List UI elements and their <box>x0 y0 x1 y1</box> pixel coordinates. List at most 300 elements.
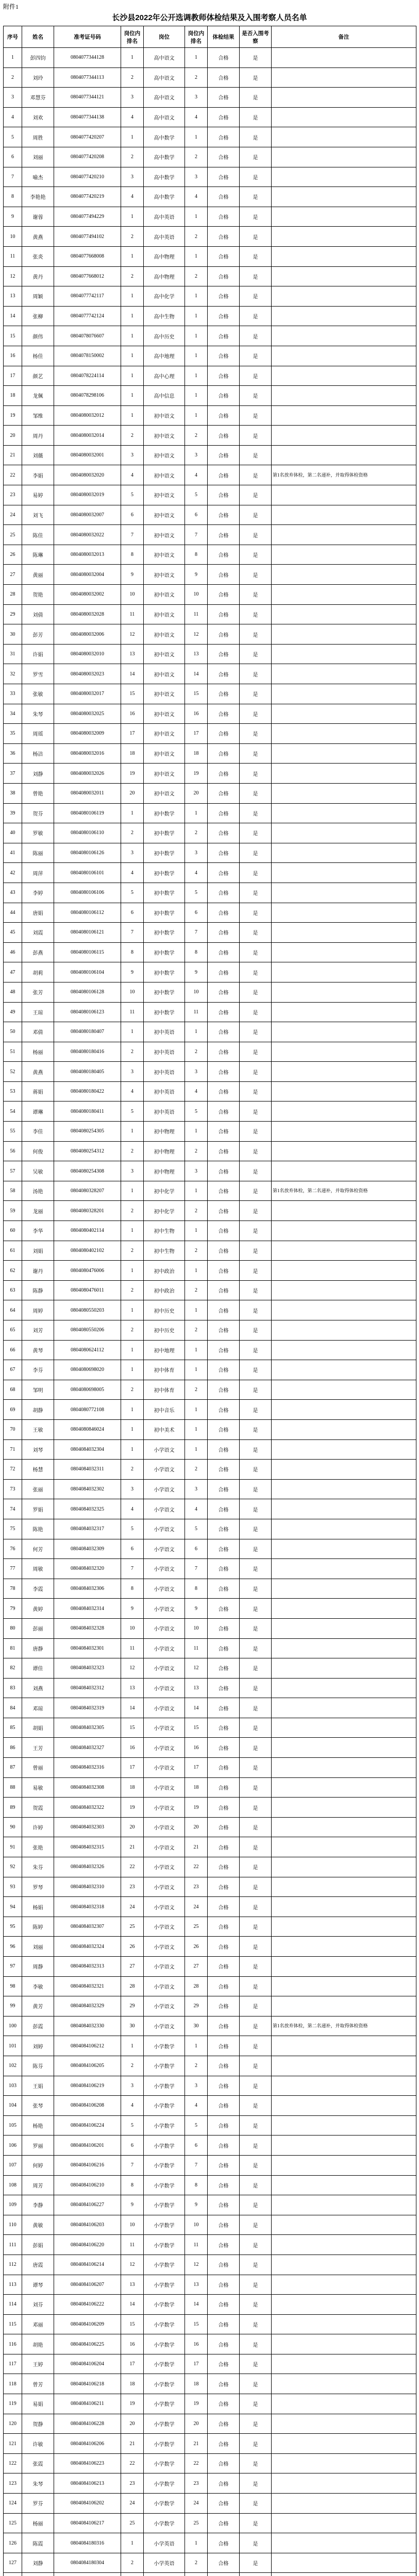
shortlisted-cell: 是 <box>240 187 272 207</box>
rank-in-position-cell: 2 <box>185 1380 208 1400</box>
name-cell: 张琴 <box>22 2096 54 2116</box>
name-cell: 刘芬 <box>22 2295 54 2315</box>
position-cell: 小学语文 <box>144 1479 185 1499</box>
exam-result-cell: 合格 <box>208 107 240 127</box>
index-cell: 68 <box>4 1380 22 1400</box>
remarks-cell <box>272 346 416 366</box>
exam-result-cell: 合格 <box>208 545 240 565</box>
table-row <box>4 227 416 247</box>
table-row <box>4 1599 416 1619</box>
ticket-number-cell: 0804084106205 <box>54 2056 121 2076</box>
remarks-cell <box>272 366 416 386</box>
header-rank-in-position: 岗位内排名 <box>185 26 208 48</box>
exam-result-cell: 合格 <box>208 863 240 883</box>
name-cell: 张芳 <box>22 982 54 1002</box>
ticket-number-cell: 0804084106201 <box>54 2136 121 2156</box>
position-cell: 小学数学 <box>144 2235 185 2255</box>
index-cell: 24 <box>4 505 22 525</box>
exam-result-cell: 合格 <box>208 2494 240 2514</box>
index-cell: 37 <box>4 764 22 784</box>
shortlisted-cell: 是 <box>240 1300 272 1320</box>
position-cell: 高中数学 <box>144 147 185 167</box>
rank-in-position-cell: 15 <box>185 2314 208 2334</box>
position-cell: 高中生物 <box>144 306 185 326</box>
position-cell: 初中语文 <box>144 743 185 764</box>
rank-cell: 7 <box>121 1559 144 1579</box>
table-row <box>4 426 416 446</box>
rank-in-position-cell: 2 <box>185 1241 208 1261</box>
ticket-number-cell: 0804084032330 <box>54 2016 121 2036</box>
rank-in-position-cell: 2 <box>185 147 208 167</box>
remarks-cell <box>272 1738 416 1758</box>
table-row <box>4 286 416 307</box>
rank-cell: 29 <box>121 1996 144 2016</box>
rank-cell: 15 <box>121 684 144 704</box>
exam-result-cell: 合格 <box>208 923 240 943</box>
exam-result-cell: 合格 <box>208 1002 240 1022</box>
remarks-cell: 第1名放弃体检，第二名递补，并取得体检资格 <box>272 1181 416 1201</box>
table-row <box>4 1917 416 1937</box>
shortlisted-cell: 是 <box>240 2453 272 2473</box>
table-row <box>4 2096 416 2116</box>
exam-result-cell: 合格 <box>208 1081 240 1101</box>
position-cell: 初中生物 <box>144 1221 185 1241</box>
name-cell: 周萍 <box>22 863 54 883</box>
rank-in-position-cell: 1 <box>185 346 208 366</box>
header-index: 序号 <box>4 26 22 48</box>
exam-result-cell: 合格 <box>208 1400 240 1420</box>
index-cell: 93 <box>4 1877 22 1897</box>
name-cell: 陈琳 <box>22 545 54 565</box>
ticket-number-cell: 0804077344138 <box>54 107 121 127</box>
rank-in-position-cell: 18 <box>185 1777 208 1798</box>
name-cell: 谢丹 <box>22 1261 54 1281</box>
ticket-number-cell: 0804080032006 <box>54 624 121 645</box>
ticket-number-cell: 0804084032301 <box>54 1638 121 1658</box>
remarks-cell <box>272 1698 416 1718</box>
shortlisted-cell: 是 <box>240 1280 272 1300</box>
position-cell: 初中历史 <box>144 1320 185 1341</box>
exam-result-cell: 合格 <box>208 286 240 307</box>
index-cell: 69 <box>4 1400 22 1420</box>
shortlisted-cell: 是 <box>240 485 272 505</box>
exam-result-cell: 合格 <box>208 1579 240 1599</box>
rank-in-position-cell: 7 <box>185 1559 208 1579</box>
shortlisted-cell: 是 <box>240 664 272 684</box>
position-cell: 初中物理 <box>144 1122 185 1142</box>
index-cell: 3 <box>4 88 22 108</box>
rank-in-position-cell: 17 <box>185 724 208 744</box>
table-row <box>4 246 416 266</box>
position-cell: 初中英语 <box>144 1101 185 1122</box>
name-cell: 胡莉 <box>22 962 54 982</box>
table-row <box>4 127 416 147</box>
remarks-cell <box>272 724 416 744</box>
index-cell: 76 <box>4 1539 22 1559</box>
table-row <box>4 2414 416 2434</box>
exam-result-cell: 合格 <box>208 1718 240 1738</box>
rank-in-position-cell: 1 <box>185 366 208 386</box>
ticket-number-cell: 0804080032020 <box>54 465 121 485</box>
ticket-number-cell: 0804084180304 <box>54 2553 121 2573</box>
position-cell: 初中地理 <box>144 1340 185 1360</box>
remarks-cell <box>272 2036 416 2056</box>
remarks-cell <box>272 863 416 883</box>
ticket-number-cell: 0804080476006 <box>54 1261 121 1281</box>
position-cell: 小学语文 <box>144 1877 185 1897</box>
table-row <box>4 1559 416 1579</box>
rank-cell: 3 <box>121 1161 144 1181</box>
name-cell: 陈静 <box>22 1280 54 1300</box>
remarks-cell <box>272 1499 416 1519</box>
exam-result-cell: 合格 <box>208 1777 240 1798</box>
position-cell: 小学数学 <box>144 2494 185 2514</box>
rank-in-position-cell: 10 <box>185 1618 208 1638</box>
shortlisted-cell: 是 <box>240 2215 272 2235</box>
index-cell: 77 <box>4 1559 22 1579</box>
exam-result-cell: 合格 <box>208 227 240 247</box>
position-cell: 小学数学 <box>144 2215 185 2235</box>
name-cell: 陈丽 <box>22 843 54 863</box>
index-cell: 98 <box>4 1976 22 1996</box>
rank-in-position-cell: 5 <box>185 883 208 903</box>
exam-result-cell: 合格 <box>208 246 240 266</box>
rank-cell: 10 <box>121 1618 144 1638</box>
ticket-number-cell: 0804084032326 <box>54 1857 121 1877</box>
exam-result-cell: 合格 <box>208 2275 240 2295</box>
position-cell: 初中生物 <box>144 1241 185 1261</box>
rank-cell: 17 <box>121 2354 144 2374</box>
rank-cell: 18 <box>121 1777 144 1798</box>
ticket-number-cell: 0804084032315 <box>54 1837 121 1857</box>
remarks-cell <box>272 485 416 505</box>
ticket-number-cell: 0804080180407 <box>54 1022 121 1042</box>
remarks-cell: 第1名放弃体检，第二名递补，并取得体检资格 <box>272 2016 416 2036</box>
rank-cell: 1 <box>121 386 144 406</box>
position-cell: 初中体育 <box>144 1380 185 1400</box>
remarks-cell <box>272 565 416 585</box>
position-cell: 高中地理 <box>144 346 185 366</box>
ticket-number-cell: 0804077344121 <box>54 88 121 108</box>
ticket-number-cell: 0804084032321 <box>54 1976 121 1996</box>
table-row <box>4 624 416 645</box>
rank-cell: 6 <box>121 2136 144 2156</box>
ticket-number-cell: 0804080032022 <box>54 525 121 545</box>
index-cell: 34 <box>4 704 22 724</box>
rank-cell: 15 <box>121 1718 144 1738</box>
index-cell: 49 <box>4 1002 22 1022</box>
remarks-cell <box>272 207 416 227</box>
rank-cell: 11 <box>121 1002 144 1022</box>
remarks-cell <box>272 743 416 764</box>
rank-in-position-cell: 1 <box>185 48 208 68</box>
shortlisted-cell: 是 <box>240 1042 272 1062</box>
rank-cell: 8 <box>121 545 144 565</box>
exam-result-cell: 合格 <box>208 764 240 784</box>
exam-result-cell: 合格 <box>208 1360 240 1380</box>
table-row <box>4 982 416 1002</box>
rank-in-position-cell: 4 <box>185 863 208 883</box>
position-cell: 高中数学 <box>144 127 185 147</box>
index-cell: 30 <box>4 624 22 645</box>
ticket-number-cell: 0804080106106 <box>54 883 121 903</box>
name-cell: 邹维 <box>22 405 54 426</box>
remarks-cell <box>272 823 416 843</box>
rank-in-position-cell: 30 <box>185 2016 208 2036</box>
rank-cell: 2 <box>121 147 144 167</box>
ticket-number-cell: 0804084106213 <box>54 2473 121 2494</box>
rank-in-position-cell: 12 <box>185 624 208 645</box>
name-cell: 曾艳 <box>22 783 54 803</box>
exam-result-cell: 合格 <box>208 426 240 446</box>
name-cell: 李婷 <box>22 883 54 903</box>
remarks-cell <box>272 1479 416 1499</box>
rank-in-position-cell: 2 <box>185 1320 208 1341</box>
remarks-cell <box>272 1022 416 1042</box>
shortlisted-cell: 是 <box>240 1937 272 1957</box>
ticket-number-cell: 0804084106216 <box>54 2155 121 2175</box>
name-cell: 刘飞 <box>22 505 54 525</box>
index-cell: 39 <box>4 803 22 823</box>
ticket-number-cell: 0804080032014 <box>54 426 121 446</box>
table-row <box>4 1857 416 1877</box>
name-cell: 周敏 <box>22 1559 54 1579</box>
rank-in-position-cell: 8 <box>185 545 208 565</box>
index-cell: 102 <box>4 2056 22 2076</box>
remarks-cell <box>272 1221 416 1241</box>
name-cell: 谭佳 <box>22 1658 54 1679</box>
rank-in-position-cell: 1 <box>185 1439 208 1460</box>
position-cell: 小学数学 <box>144 2295 185 2315</box>
rank-in-position-cell: 1 <box>185 386 208 406</box>
index-cell: 18 <box>4 386 22 406</box>
index-cell: 86 <box>4 1738 22 1758</box>
table-row <box>4 565 416 585</box>
ticket-number-cell: 0804084032323 <box>54 1658 121 1679</box>
name-cell: 刘芳 <box>22 1320 54 1341</box>
rank-cell: 16 <box>121 2334 144 2354</box>
ticket-number-cell: 0804084106220 <box>54 2235 121 2255</box>
shortlisted-cell: 是 <box>240 1758 272 1778</box>
rank-in-position-cell: 3 <box>185 843 208 863</box>
ticket-number-cell: 0804084106206 <box>54 2434 121 2454</box>
rank-in-position-cell: 2 <box>185 2056 208 2076</box>
rank-cell: 1 <box>121 326 144 346</box>
rank-cell: 1 <box>121 1181 144 1201</box>
remarks-cell <box>272 2215 416 2235</box>
index-cell: 4 <box>4 107 22 127</box>
rank-in-position-cell: 18 <box>185 743 208 764</box>
rank-cell: 6 <box>121 505 144 525</box>
rank-in-position-cell: 2 <box>185 823 208 843</box>
rank-cell: 12 <box>121 2255 144 2275</box>
ticket-number-cell: 0804080698005 <box>54 1380 121 1400</box>
position-cell: 初中数学 <box>144 1002 185 1022</box>
exam-result-cell: 合格 <box>208 2374 240 2394</box>
table-body <box>4 48 416 2576</box>
index-cell: 44 <box>4 903 22 923</box>
ticket-number-cell: 0804084106224 <box>54 2115 121 2136</box>
rank-cell: 1 <box>121 207 144 227</box>
name-cell: 杨艳 <box>22 2115 54 2136</box>
exam-result-cell: 合格 <box>208 1897 240 1917</box>
ticket-number-cell: 0804077668008 <box>54 246 121 266</box>
name-cell: 王婷 <box>22 2354 54 2374</box>
exam-result-cell: 合格 <box>208 2295 240 2315</box>
name-cell: 胡艳 <box>22 2334 54 2354</box>
index-cell: 12 <box>4 266 22 286</box>
exam-result-cell: 合格 <box>208 445 240 465</box>
ticket-number-cell: 0804084032328 <box>54 1618 121 1638</box>
index-cell: 82 <box>4 1658 22 1679</box>
name-cell: 吴敏 <box>22 1161 54 1181</box>
position-cell: 小学语文 <box>144 1857 185 1877</box>
exam-result-cell: 合格 <box>208 664 240 684</box>
rank-in-position-cell: 23 <box>185 2473 208 2494</box>
index-cell: 8 <box>4 187 22 207</box>
name-cell: 刘娟 <box>22 1241 54 1261</box>
ticket-number-cell: 0804080032013 <box>54 545 121 565</box>
rank-in-position-cell: 16 <box>185 1738 208 1758</box>
rank-cell: 1 <box>121 1419 144 1439</box>
ticket-number-cell: 0804084106228 <box>54 2414 121 2434</box>
rank-in-position-cell: 22 <box>185 2453 208 2473</box>
name-cell: 杨慧 <box>22 1460 54 1480</box>
position-cell: 初中语文 <box>144 764 185 784</box>
rank-cell: 18 <box>121 743 144 764</box>
table-row <box>4 2434 416 2454</box>
name-cell: 李静 <box>22 2195 54 2215</box>
index-cell: 83 <box>4 1678 22 1698</box>
remarks-cell <box>272 664 416 684</box>
rank-in-position-cell: 12 <box>185 1658 208 1679</box>
remarks-cell <box>272 2255 416 2275</box>
index-cell: 1 <box>4 48 22 68</box>
shortlisted-cell: 是 <box>240 2473 272 2494</box>
index-cell: 115 <box>4 2314 22 2334</box>
rank-cell: 3 <box>121 445 144 465</box>
table-row <box>4 1957 416 1977</box>
shortlisted-cell: 是 <box>240 107 272 127</box>
name-cell: 邓琼 <box>22 1698 54 1718</box>
position-cell: 高中语文 <box>144 107 185 127</box>
name-cell: 张敏 <box>22 684 54 704</box>
annex-label: 附件1 <box>3 3 19 10</box>
position-cell: 小学语文 <box>144 1599 185 1619</box>
rank-in-position-cell: 13 <box>185 644 208 664</box>
rank-in-position-cell: 11 <box>185 604 208 624</box>
index-cell: 123 <box>4 2473 22 2494</box>
exam-result-cell: 合格 <box>208 2096 240 2116</box>
name-cell: 张柳 <box>22 306 54 326</box>
table-row <box>4 2494 416 2514</box>
index-cell: 109 <box>4 2195 22 2215</box>
rank-cell: 6 <box>121 903 144 923</box>
ticket-number-cell: 0804084106210 <box>54 2175 121 2195</box>
exam-result-cell: 合格 <box>208 1857 240 1877</box>
position-cell: 高中数学 <box>144 187 185 207</box>
remarks-cell <box>272 1599 416 1619</box>
name-cell: 李佳 <box>22 1122 54 1142</box>
shortlisted-cell: 是 <box>240 2513 272 2533</box>
remarks-cell <box>272 982 416 1002</box>
remarks-cell <box>272 306 416 326</box>
rank-in-position-cell: 2 <box>185 1201 208 1221</box>
remarks-cell <box>272 88 416 108</box>
table-row <box>4 1360 416 1380</box>
name-cell: 贺芬 <box>22 803 54 823</box>
remarks-cell <box>272 923 416 943</box>
rank-cell: 12 <box>121 624 144 645</box>
table-row <box>4 2394 416 2414</box>
header-position: 岗位 <box>144 26 185 48</box>
name-cell: 易敏 <box>22 1777 54 1798</box>
rank-in-position-cell: 2 <box>185 1280 208 1300</box>
remarks-cell <box>272 426 416 446</box>
remarks-cell <box>272 386 416 406</box>
ticket-number-cell: 0804084032309 <box>54 1539 121 1559</box>
table-row <box>4 266 416 286</box>
table-row <box>4 1897 416 1917</box>
rank-cell: 2 <box>121 1241 144 1261</box>
rank-cell: 14 <box>121 1698 144 1718</box>
ticket-number-cell: 0804080106126 <box>54 843 121 863</box>
name-cell: 周丹 <box>22 426 54 446</box>
index-cell: 25 <box>4 525 22 545</box>
ticket-number-cell: 0804084032317 <box>54 1519 121 1539</box>
shortlisted-cell: 是 <box>240 903 272 923</box>
index-cell: 121 <box>4 2434 22 2454</box>
remarks-cell <box>272 803 416 823</box>
remarks-cell <box>272 942 416 962</box>
rank-cell: 1 <box>121 346 144 366</box>
exam-result-cell: 合格 <box>208 2453 240 2473</box>
rank-cell: 15 <box>121 2314 144 2334</box>
exam-result-cell: 合格 <box>208 2175 240 2195</box>
position-cell: 初中物理 <box>144 1161 185 1181</box>
remarks-cell <box>272 1002 416 1022</box>
remarks-cell <box>272 1201 416 1221</box>
index-cell: 43 <box>4 883 22 903</box>
position-cell: 初中语文 <box>144 585 185 605</box>
table-row <box>4 1201 416 1221</box>
remarks-cell <box>272 1897 416 1917</box>
shortlisted-cell: 是 <box>240 2175 272 2195</box>
position-cell: 小学语文 <box>144 1638 185 1658</box>
ticket-number-cell: 0804080550206 <box>54 1320 121 1341</box>
position-cell: 小学英语 <box>144 2533 185 2553</box>
rank-in-position-cell: 27 <box>185 1957 208 1977</box>
ticket-number-cell: 0804077420210 <box>54 167 121 187</box>
position-cell: 初中语文 <box>144 565 185 585</box>
name-cell: 周芳 <box>22 2175 54 2195</box>
position-cell: 初中数学 <box>144 903 185 923</box>
exam-result-cell: 合格 <box>208 2314 240 2334</box>
position-cell: 高中化学 <box>144 286 185 307</box>
shortlisted-cell: 是 <box>240 1678 272 1698</box>
index-cell: 71 <box>4 1439 22 1460</box>
position-cell: 初中数学 <box>144 923 185 943</box>
rank-cell: 1 <box>121 2036 144 2056</box>
ticket-number-cell: 0804080032016 <box>54 743 121 764</box>
ticket-number-cell: 0804084032305 <box>54 1718 121 1738</box>
name-cell: 刘静 <box>22 764 54 784</box>
shortlisted-cell: 是 <box>240 2394 272 2414</box>
shortlisted-cell: 是 <box>240 1519 272 1539</box>
name-cell: 罗琴 <box>22 1877 54 1897</box>
rank-in-position-cell: 1 <box>185 286 208 307</box>
index-cell: 9 <box>4 207 22 227</box>
